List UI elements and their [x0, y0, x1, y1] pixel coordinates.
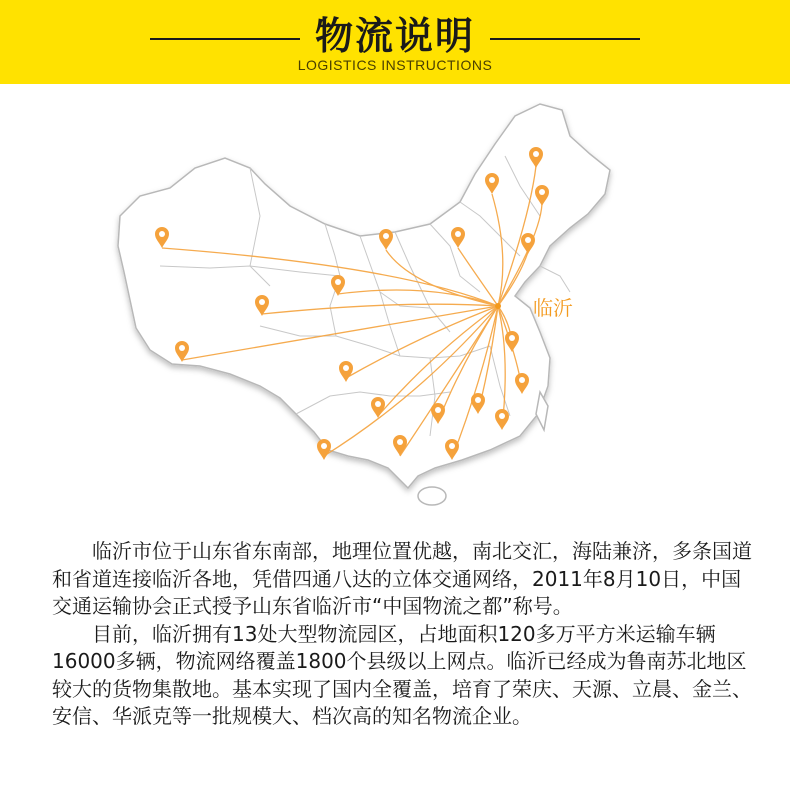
china-logistics-map: [100, 96, 700, 516]
hub-dot: [495, 303, 501, 309]
location-pin-icon: [317, 439, 331, 460]
paragraph-2: 目前，临沂拥有13处大型物流园区，占地面积120多万平方米运输车辆16000多辆，物流网络覆盖1800个县级以上网点。临沂已经成为鲁南苏北地区较大的货物集散地。基本实现了国内全覆盖，培育了荣庆、天源、立晨、金兰、安信、华派克等一批规模大、档次高的知名物流企业。: [52, 621, 752, 728]
section-header: [0, 0, 790, 84]
hainan-island: [418, 487, 446, 505]
hub-city-label: 临沂: [533, 296, 573, 320]
header-title: 物流说明: [314, 14, 475, 58]
header-subtitle: LOGISTICS INSTRUCTIONS: [297, 57, 493, 73]
paragraph-1: 临沂市位于山东省东南部，地理位置优越，南北交汇，海陆兼济，多条国道和省道连接临沂各地，凭借四通八达的立体交通网络，2011年8月10日，中国交通运输协会正式授予山东省临沂市“中国物流之都”称号。: [52, 539, 752, 618]
description-text: [52, 538, 752, 731]
